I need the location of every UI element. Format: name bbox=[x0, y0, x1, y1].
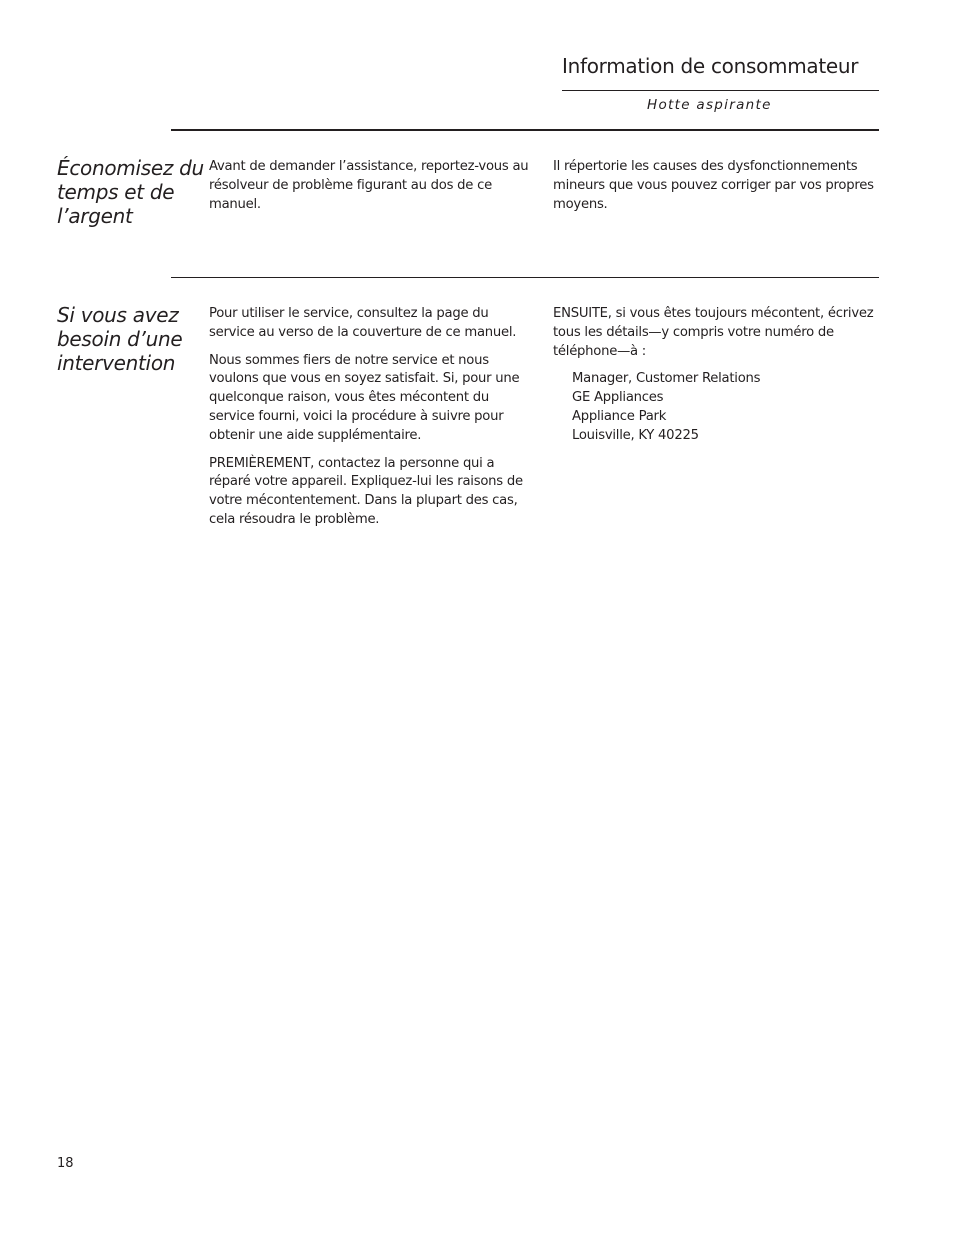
paragraph: Il répertorie les causes des dysfonctionnements mineurs que vous pouvez corriger par vos propres moyens. bbox=[553, 159, 874, 212]
page-subtitle: Hotte aspirante bbox=[647, 97, 772, 113]
mailing-address bbox=[572, 370, 883, 445]
header-rule bbox=[562, 90, 879, 91]
address-line: Louisville, KY 40225 bbox=[572, 427, 699, 443]
address-line: Appliance Park bbox=[572, 408, 667, 424]
section-service-left-column bbox=[209, 305, 537, 539]
paragraph: ENSUITE, si vous êtes toujours mécontent, écrivez tous les détails—y compris votre numéro de téléphone—à : bbox=[553, 306, 874, 359]
section-heading-save-time: Économisez du temps et de l’argent bbox=[57, 156, 204, 228]
section-service-right-column bbox=[553, 305, 883, 446]
paragraph: Nous sommes fiers de notre service et nous voulons que vous en soyez satisfait. Si, pour une quelconque raison, vous êtes mécontent du service fourni, voici la procédure à suivre pour obtenir une aide supplémentaire. bbox=[209, 352, 520, 443]
address-line: Manager, Customer Relations bbox=[572, 371, 761, 387]
paragraph: Avant de demander l’assistance, reportez-vous au résolveur de problème figurant au dos de ce manuel. bbox=[209, 159, 529, 212]
section-save-time-left-column bbox=[209, 158, 531, 223]
section-save-time-right-column bbox=[553, 158, 883, 223]
paragraph: Pour utiliser le service, consultez la page du service au verso de la couverture de ce manuel. bbox=[209, 306, 517, 340]
section-divider bbox=[171, 277, 879, 278]
section-divider bbox=[171, 129, 879, 131]
page-number: 18 bbox=[57, 1156, 74, 1171]
address-line: GE Appliances bbox=[572, 390, 664, 406]
paragraph: PREMIÈREMENT, contactez la personne qui a réparé votre appareil. Expliquez-lui les raisons de votre mécontentement. Dans la plupart des cas, cela résoudra le problème. bbox=[209, 455, 523, 527]
section-heading-service: Si vous avez besoin d’une intervention bbox=[57, 303, 183, 375]
page-title: Information de consommateur bbox=[562, 54, 859, 78]
